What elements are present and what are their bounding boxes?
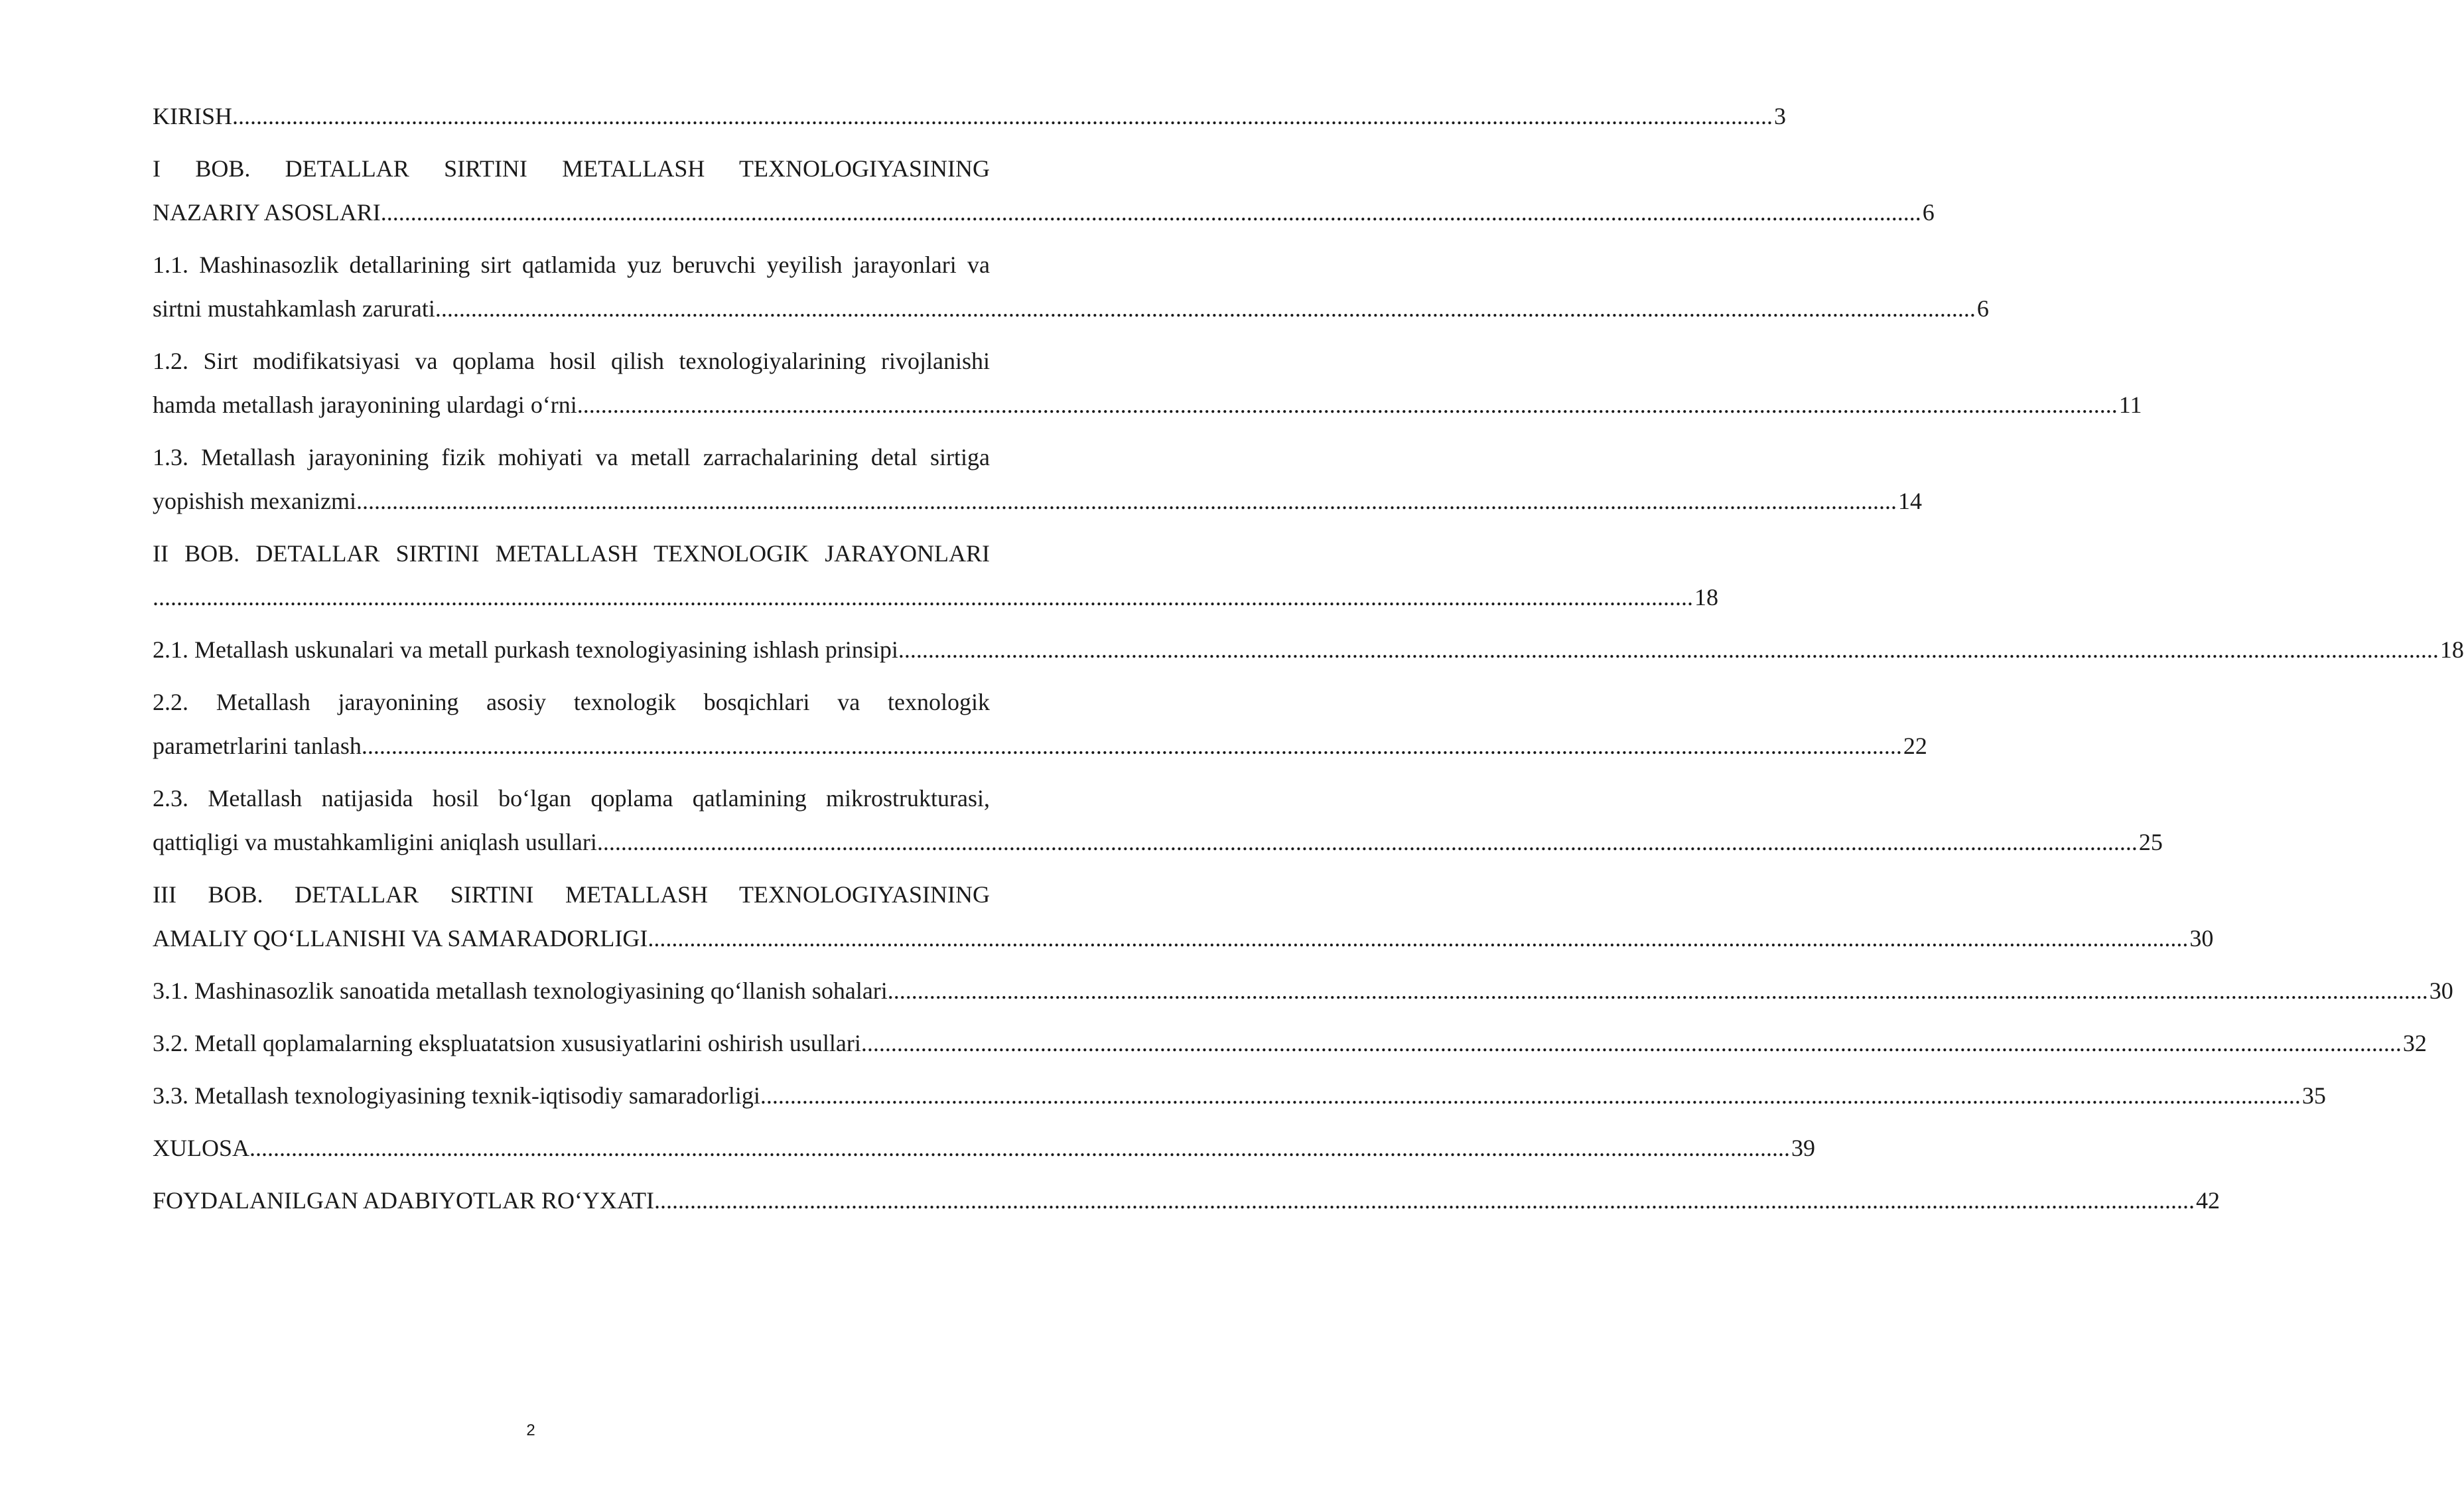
toc-entry-page: 3 [1774, 103, 1787, 129]
toc-entry-page: 42 [2195, 1187, 2220, 1214]
toc-entry-page: 32 [2402, 1030, 2427, 1056]
toc-entry-2-3 [153, 776, 2163, 864]
toc-entry-title-line1: 1.2. Sirt modifikatsiyasi va qoplama hosil qilish texnologiyalarining rivojlanishi [153, 348, 990, 374]
toc-entry-title: 3.2. Metall qoplamalarning ekspluatatsion xususiyatlarini oshirish usullari [153, 1030, 861, 1056]
toc-entry-page: 18 [2439, 636, 2464, 663]
toc-entry-references [153, 1179, 2220, 1222]
toc-entry-page: 6 [1922, 199, 1935, 226]
toc-entry-page: 25 [2138, 829, 2163, 855]
toc-entry-page: 22 [1903, 733, 1927, 759]
toc-entry-title: KIRISH [153, 103, 233, 129]
toc-entry-page: 30 [2429, 977, 2453, 1004]
toc-entry-title-line1: III BOB. DETALLAR SIRTINI METALLASH TEXNOLOGIYASINING [153, 881, 990, 908]
toc-entry-title: NAZARIY ASOSLARI [153, 199, 381, 226]
toc-entry-xulosa [153, 1126, 1816, 1170]
toc-entry-page: 39 [1791, 1135, 1816, 1161]
toc-entry-page: 11 [2118, 392, 2142, 418]
toc-entry-title: yopishish mexanizmi [153, 488, 356, 514]
toc-entry-title: 2.1. Metallash uskunalari va metall purkash texnologiyasining ishlash prinsipi [153, 636, 898, 663]
toc-entry-title: FOYDALANILGAN ADABIYOTLAR RO‘YXATI [153, 1187, 654, 1214]
toc-entry-1-1 [153, 243, 1989, 330]
toc-entry-chapter-1 [153, 147, 1935, 234]
toc-entry-1-3 [153, 435, 1922, 523]
table-of-contents [153, 94, 2464, 1231]
toc-entry-1-2 [153, 339, 2142, 427]
toc-entry-page: 6 [1976, 295, 1989, 322]
toc-entry-page: 18 [1694, 584, 1718, 610]
toc-entry-title-line1: 2.2. Metallash jarayonining asosiy texnologik bosqichlari va texnologik [153, 689, 990, 715]
toc-entry-title: 3.3. Metallash texnologiyasining texnik-iqtisodiy samaradorligi [153, 1082, 760, 1109]
toc-entry-page: 30 [2189, 925, 2214, 952]
toc-entry-title: sirtni mustahkamlash zarurati [153, 295, 435, 322]
toc-entry-chapter-2 [153, 532, 1718, 619]
toc-entry-page: 14 [1897, 488, 1922, 514]
toc-entry-3-1 [153, 969, 2453, 1013]
toc-entry-title-line1: 1.3. Metallash jarayonining fizik mohiyati va metall zarrachalarining detal sirtiga [153, 444, 990, 470]
toc-entry-title: XULOSA [153, 1135, 250, 1161]
toc-entry-title-line1: 1.1. Mashinasozlik detallarining sirt qatlamida yuz beruvchi yeyilish jarayonlari va [153, 251, 990, 278]
toc-entry-title-line1: I BOB. DETALLAR SIRTINI METALLASH TEXNOLOGIYASINING [153, 155, 990, 182]
toc-entry-chapter-3 [153, 873, 2214, 960]
page-number: 2 [526, 1421, 535, 1439]
toc-entry-2-1 [153, 628, 2464, 672]
toc-entry-3-3 [153, 1074, 2326, 1117]
toc-entry-kirish [153, 94, 1787, 138]
toc-entry-3-2 [153, 1021, 2427, 1065]
toc-entry-title-line1: II BOB. DETALLAR SIRTINI METALLASH TEXNOLOGIK JARAYONLARI [153, 540, 990, 567]
toc-entry-page: 35 [2301, 1082, 2326, 1109]
toc-entry-title: parametrlarini tanlash [153, 733, 362, 759]
toc-entry-2-2 [153, 680, 1927, 768]
toc-entry-title: 3.1. Mashinasozlik sanoatida metallash texnologiyasining qo‘llanish sohalari [153, 977, 888, 1004]
toc-entry-title-line1: 2.3. Metallash natijasida hosil bo‘lgan qoplama qatlamining mikrostrukturasi, [153, 785, 990, 812]
toc-entry-title: AMALIY QO‘LLANISHI VA SAMARADORLIGI [153, 925, 648, 952]
toc-entry-title: qattiqligi va mustahkamligini aniqlash usullari [153, 829, 597, 855]
toc-entry-title: hamda metallash jarayonining ulardagi o‘rni [153, 392, 577, 418]
